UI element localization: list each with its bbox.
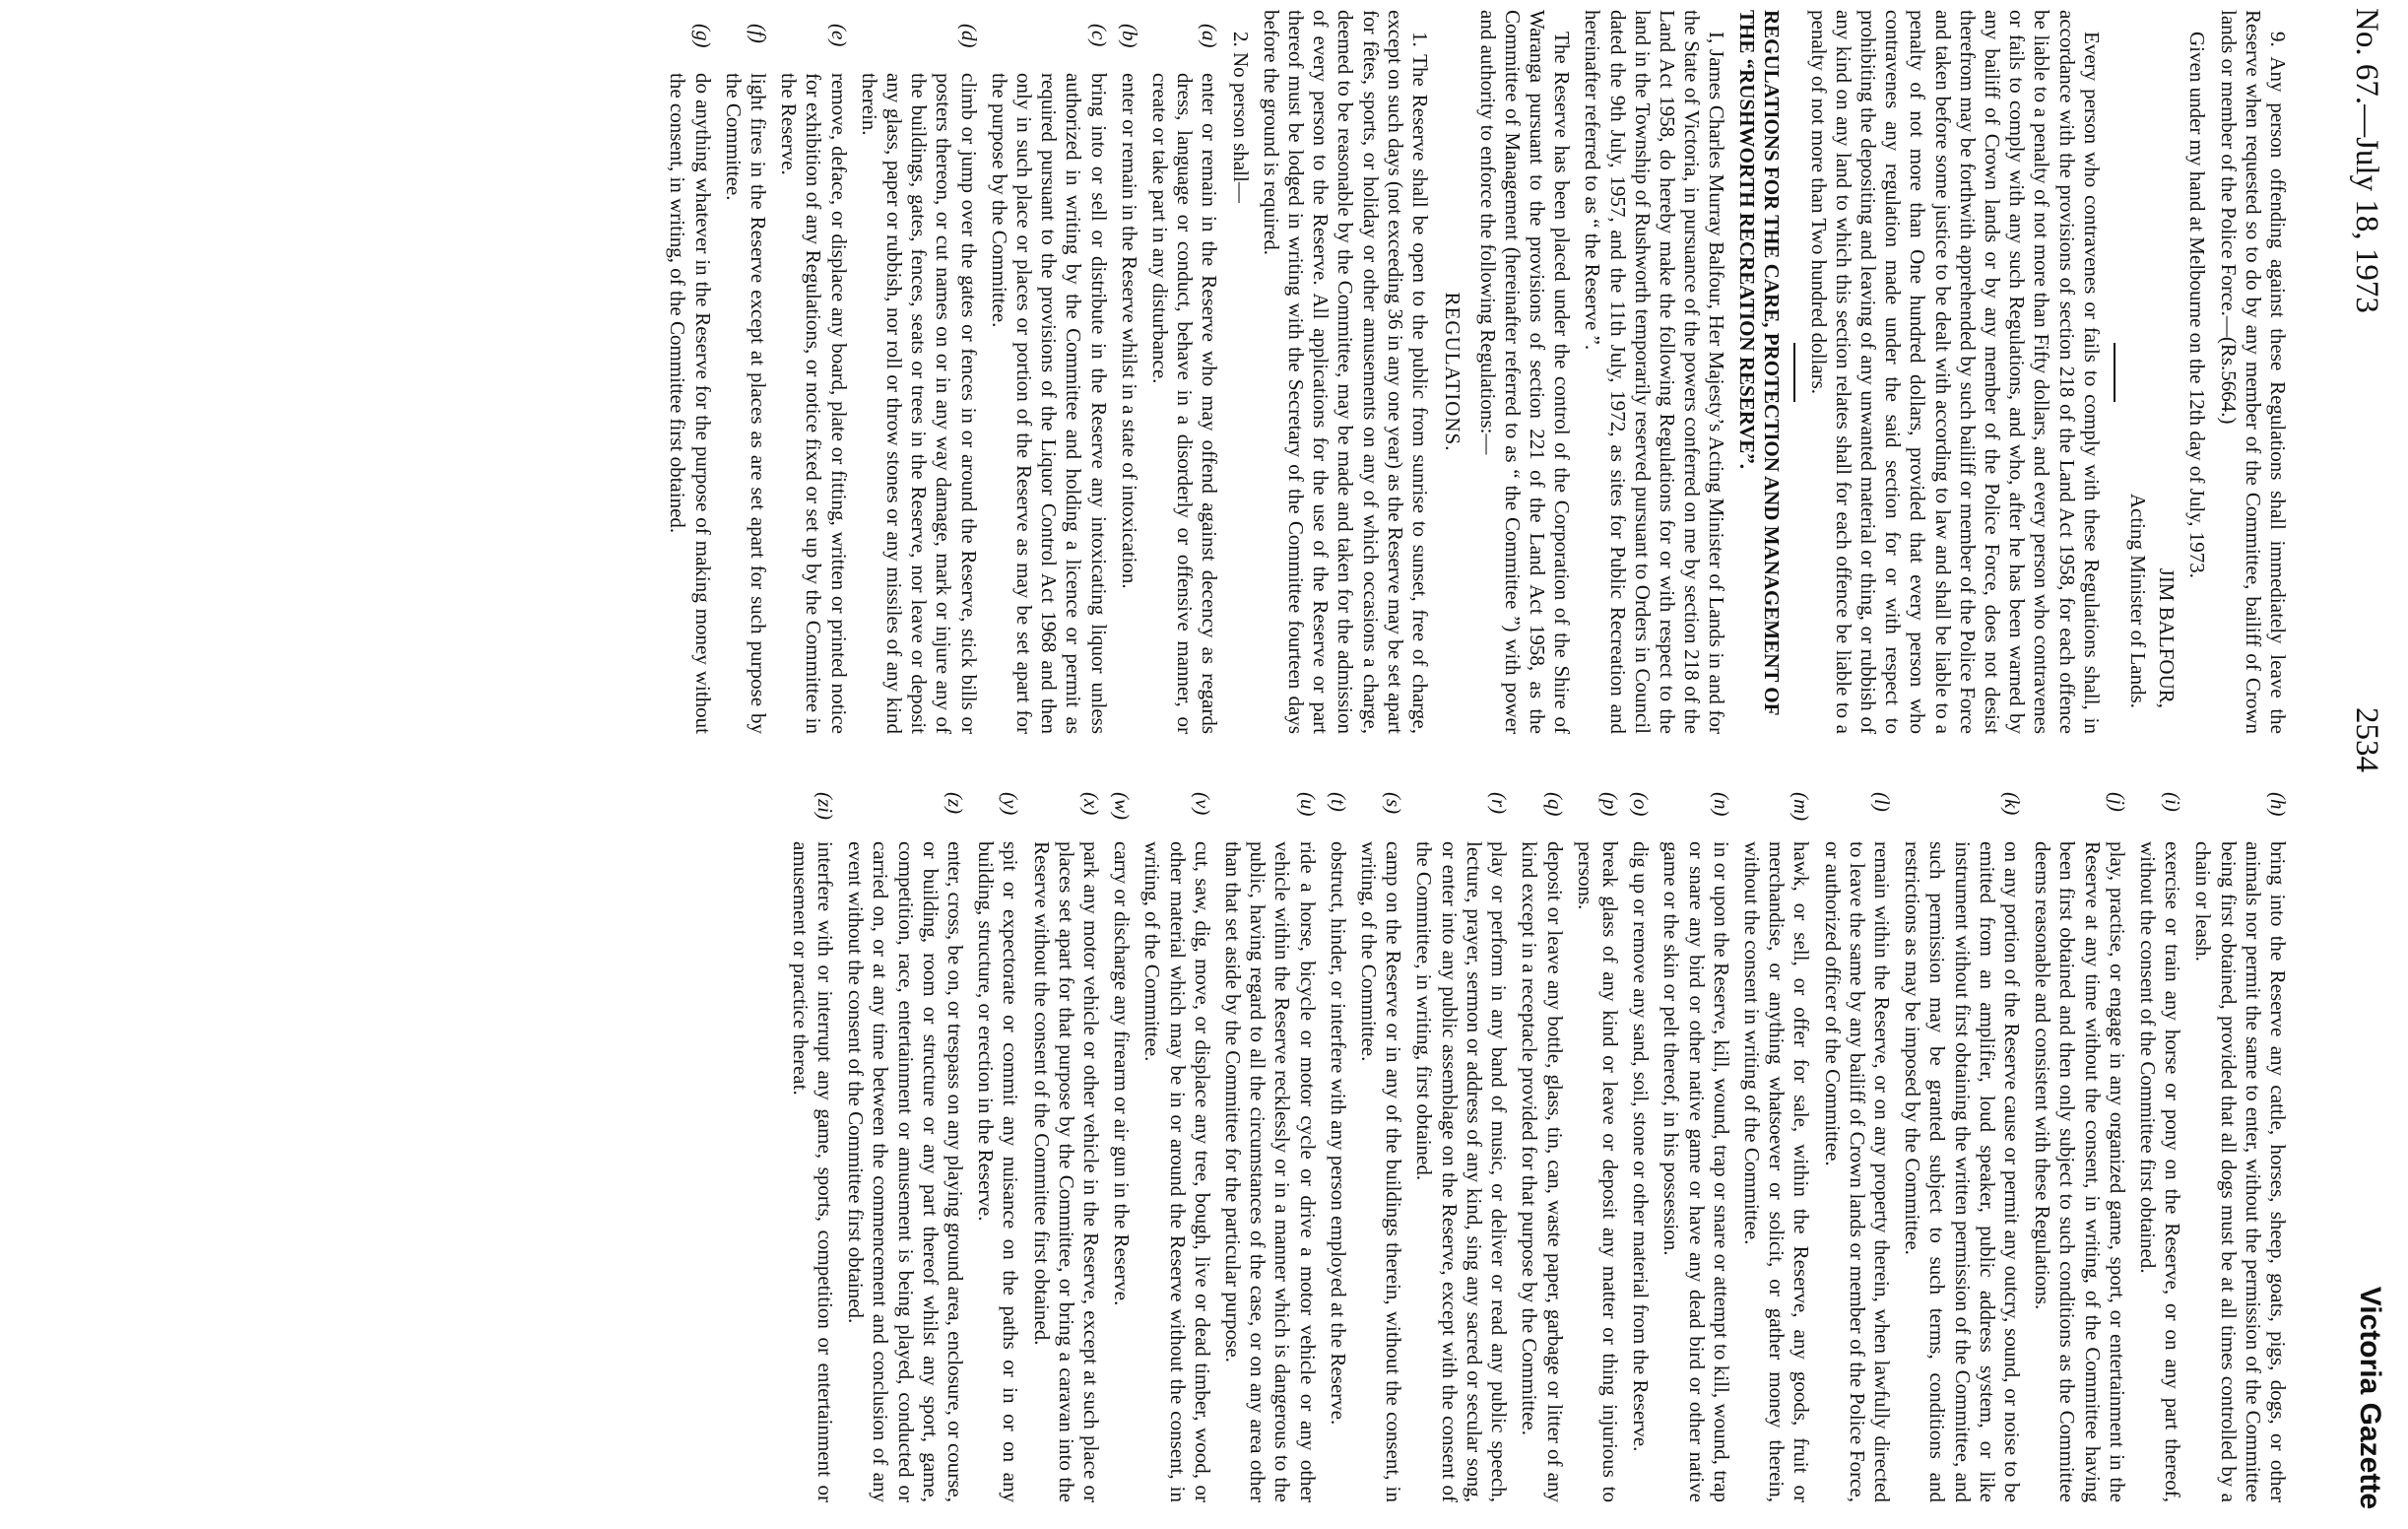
list-item [2135, 778, 2184, 1502]
item-label: (w) [1110, 792, 1135, 820]
list-item [1411, 778, 1511, 1502]
list-item [843, 778, 967, 1502]
item-text: exercise or train any horse or pony on the Reserve, or on any part thereof, without the consent of the Committee first obtained. [2135, 841, 2185, 1502]
left-column [25, 10, 2290, 734]
regulation-9: 9. Any person offending against these Regulations shall immediately leave the Reserve when requested so to do by any member of the Committee, bailiff of Crown lands or member of the Police Force.—(Rs.5664.) [2216, 10, 2290, 734]
regulations-title: REGULATIONS. [1441, 292, 1465, 452]
item-label: (l) [1869, 792, 1894, 812]
right-column [25, 778, 2290, 1502]
item-text: play, practise, or engage in any organized game, sport, or entertainment in the Reserve at any time without the consent, in writing, of the Committee having been first obtained and then only subject to such conditions as the Committee deems reasonable and consistent with these Regulations. [2031, 841, 2129, 1502]
list-item [788, 778, 837, 1502]
list-item [1628, 778, 1653, 1502]
item-text: climb or jump over the gates or fences in or around the Reserve, stick bills or posters thereon, or cut names on or in any way damage, mark or injure any of the buildings, gates, fences, seats or trees in the Reserve, nor leave or deposit any glass, paper or rubbish, nor roll or throw stones or any missiles of any kind therein. [857, 73, 981, 734]
list-item [1326, 778, 1350, 1502]
item-label: (q) [1542, 792, 1567, 817]
item-label: (k) [1999, 792, 2024, 816]
list-item [1573, 778, 1622, 1502]
item-label: (m) [1790, 792, 1814, 822]
item-text: cut, saw, dig, move, or displace any tree, bough, live or dead timber, wood, or other material which may be in or around the Reserve without the consent, in writing, of the Committee. [1140, 841, 1214, 1502]
item-label: (v) [1190, 792, 1214, 816]
item-text: obstruct, hinder, or interfere with any person employed at the Reserve. [1326, 841, 1350, 1426]
item-text: remove, deface, or displace any board, plate or fitting, written or printed notice for exhibition of any Regulations, or notice fixed or set up by the Committee in the Reserve. [777, 73, 851, 734]
item-text: remain within the Reserve, or on any property therein, when lawfully directed to leave the same by any bailiff of Crown lands or member of the Police Force, or authorized officer of the Committee. [1820, 841, 1894, 1502]
list-item [1117, 10, 1141, 734]
item-text: break glass of any kind or leave or deposit any matter or thing injurious to persons. [1573, 841, 1622, 1502]
item-text: light fires in the Reserve except at places as are set apart for such purpose by the Committee. [721, 73, 771, 734]
given-under-hand: Given under my hand at Melbourne on the 12th day of July, 1973. [2185, 32, 2210, 579]
item-label: (t) [1326, 792, 1350, 812]
regulations-heading: REGULATIONS FOR THE CARE, PROTECTION AND MANAGEMENT OF THE “RUSHWORTH RECREATION RESERVE”. [1735, 10, 1785, 715]
item-text: carry or discharge any firearm or air gun in the Reserve. [1110, 841, 1135, 1306]
item-label: (f) [747, 24, 771, 43]
item-label: (i) [2161, 792, 2185, 812]
item-text: bring into or sell or distribute in the Reserve any intoxicating liquor unless authorized in writing by the Committee and holding a licence or permit as required pursuant to the provisions of the Liquor Control Act 1968 and then only in such place or places or portion of the Reserve as may be set apart for the purpose by the Committee. [987, 73, 1111, 734]
page-number: 2534 [2349, 707, 2384, 772]
item-label: (z) [944, 792, 968, 815]
list-item [776, 10, 851, 734]
list-item [987, 10, 1111, 734]
item-text: interfere with or interrupt any game, sports, competition or entertainment or amusement or practice thereat. [788, 841, 838, 1502]
intro-paragraph: I, James Charles Murray Balfour, Her Majesty’s Acting Minister of Lands in and for the State of Victoria, in pursuance of the powers conferred on me by section 218 of the Land Act 1958, do hereby make the following Regulations for or with respect to the land in the Township of Rushworth temporarily reserved pursuant to Orders in Council dated the 9th July, 1957, and the 11th July, 1972, as sites for Public Recreation and hereinafter referred to as “ the Reserve ”. [1581, 10, 1729, 734]
item-label: (d) [956, 24, 981, 48]
item-text: deposit or leave any bottle, glass, tin, can, waste paper, garbage or litter of any kind except in a receptacle provided for that purpose by the Committee. [1518, 841, 1567, 1502]
regulation-2-items-right [788, 778, 2290, 1502]
item-text: ride a horse, bicycle or motor cycle or drive a motor vehicle or any other vehicle within the Reserve recklessly or in a manner which is dangerous to the public, having regard to all the circumstances of the case, or on any area other than that set aside by the Committee for the particular purpose. [1221, 841, 1320, 1502]
list-item [2190, 778, 2290, 1502]
item-label: (n) [1709, 792, 1733, 817]
item-text: do anything whatever in the Reserve for the purpose of making money without the consent, in writing, of the Committee first obtained. [666, 73, 715, 734]
list-item [1028, 778, 1103, 1502]
list-item [1147, 10, 1222, 734]
item-label: (a) [1198, 24, 1222, 48]
signatory-title: Acting Minister of Lands. [2125, 493, 2150, 708]
list-item [1356, 778, 1405, 1502]
item-label: (o) [1629, 792, 1654, 817]
list-item [973, 778, 1022, 1502]
item-label: (c) [1086, 24, 1111, 47]
divider [1793, 343, 1795, 402]
item-text: park any motor vehicle or other vehicle in the Reserve, except at such place or places set apart for that purpose by the Committee, or bring a caravan into the Reserve without the consent of the Committee first obtained. [1029, 841, 1104, 1502]
regulation-2-items-left [665, 10, 1221, 734]
regulation-1: 1. The Reserve shall be open to the public from sunrise to sunset, free of charge, except on such days (not exceeding 36 in any one year) as the Reserve may be set apart for fêtes, sports, or holiday or other amusements on any of which occasions a charge, deemed to be reasonable by the Committee, may be made and taken for the admission of every person to the Reserve. All applications for the use of the Reserve or part thereof must be lodged in writing with the Secretary of the Committee fourteen days before the ground is required. [1259, 10, 1433, 734]
divider [2114, 343, 2115, 402]
list-item [1517, 778, 1566, 1502]
list-item [1109, 778, 1134, 1502]
item-text: in or upon the Reserve, kill, wound, trap or snare or attempt to kill, wound, trap or snare any bird or other native game or have any dead bird or other native game or the skin or pelt thereof, in his possession. [1660, 841, 1733, 1502]
list-item [665, 10, 714, 734]
item-label: (s) [1382, 792, 1406, 815]
penalty-paragraph: Every person who contravenes or fails to comply with these Regulations shall, in accordance with the provisions of section 218 of the Land Act 1958, for each offence be liable to a penalty of not more than Fifty dollars, and every person who contravenes or fails to comply with any such Regulations, and who, after he has been warned by any bailiff of Crown lands or by any member of the Police Force, does not desist therefrom may be forthwith apprehended by such bailiff or member of the Police Force and taken before some justice to be dealt with according to law and shall be liable to a penalty of not more than One hundred dollars, provided that every person who contravenes any regulation made under the said section for or with respect to prohibiting the depositing and leaving of any unwanted material or thing, or rubbish of any kind on any land to which this section relates shall for each offence be liable to a penalty of not more than Two hundred dollars. [1806, 10, 2104, 734]
list-item [721, 10, 770, 734]
item-text: bring into the Reserve any cattle, horses, sheep, goats, pigs, dogs, or other animals nor permit the same to enter, without the permission of the Committee being first obtained, provided that all dogs must be at all times controlled by a chain or leash. [2191, 841, 2290, 1502]
item-label: (u) [1295, 792, 1320, 817]
page-header [2339, 8, 2398, 1529]
item-text: enter, cross, be on, or trespass on any playing ground area, enclosure, or course, or building, room or structure or any part thereof whilst any sport, game, competition, race, entertainment or amusement is being played, conducted or carried on, or at any time between the commencement and conclusion of any event without the consent of the Committee first obtained. [844, 841, 968, 1502]
item-label: (y) [999, 792, 1023, 816]
list-item [2030, 778, 2129, 1502]
item-label: (e) [826, 24, 851, 47]
item-text: dig up or remove any sand, soil, stone or other material from the Reserve. [1629, 841, 1654, 1452]
publication-title: Victoria Gazette [2354, 1286, 2386, 1509]
list-item [1739, 778, 1814, 1502]
signatory-name: JIM BALFOUR, [2155, 567, 2180, 708]
item-text: enter or remain in the Reserve who may offend against decency as regards dress, language or conduct, behave in a disorderly or offensive manner, or create or take part in any disturbance. [1148, 73, 1222, 734]
item-label: (zi) [814, 792, 838, 820]
regulation-2: 2. No person shall— [1228, 32, 1253, 203]
list-item [1139, 778, 1214, 1502]
item-text: camp on the Reserve or in any of the buildings therein, without the consent, in writing, of the Committee. [1357, 841, 1406, 1502]
item-text: spit or expectorate or commit any nuisance on the paths or in or on any building, structure, or erection in the Reserve. [974, 841, 1023, 1502]
list-item [1220, 778, 1320, 1502]
list-item [1659, 778, 1733, 1502]
committee-paragraph: The Reserve has been placed under the control of the Corporation of the Shire of Waranga pursuant to the provisions of section 221 of the Land Act 1958, as the Committee of Management (hereinafter referred to as “ the Committee ”) with power and authority to enforce the following Regulations:— [1475, 10, 1575, 734]
item-text: enter or remain in the Reserve whilst in a state of intoxication. [1117, 73, 1141, 589]
list-item [1819, 778, 1894, 1502]
list-item [1900, 778, 2024, 1502]
item-label: (p) [1597, 792, 1622, 817]
item-text: on any portion of the Reserve cause or permit any outcry, sound, or noise to be emitted from an amplifier, loud speaker, public address system, or like instrument without first obtaining the written permission of the Committee, and such permission may be granted subject to such terms, conditions and restrictions as may be imposed by the Committee. [1901, 841, 2024, 1502]
issue-number: No. 67.—July 18, 1973 [2349, 8, 2384, 313]
item-text: hawk, or sell, or offer for sale, within the Reserve, any goods, fruit or merchandise, or anything whatsoever or solicit, or gather money therein, without the consent in writing of the Committee. [1739, 841, 1814, 1502]
item-label: (b) [1117, 24, 1141, 48]
item-label: (x) [1079, 792, 1104, 816]
list-item [857, 10, 981, 734]
item-text: play or perform in any band of music, or deliver or read any public speech, lecture, prayer, sermon or address of any kind, sing any sacred or secular song, or enter into any public assemblage on the Reserve, except with the consent of the Committee, in writing, first obtained. [1412, 841, 1512, 1502]
item-label: (j) [2105, 792, 2129, 812]
item-label: (g) [690, 24, 715, 48]
item-label: (h) [2266, 792, 2290, 817]
item-label: (r) [1487, 792, 1512, 815]
